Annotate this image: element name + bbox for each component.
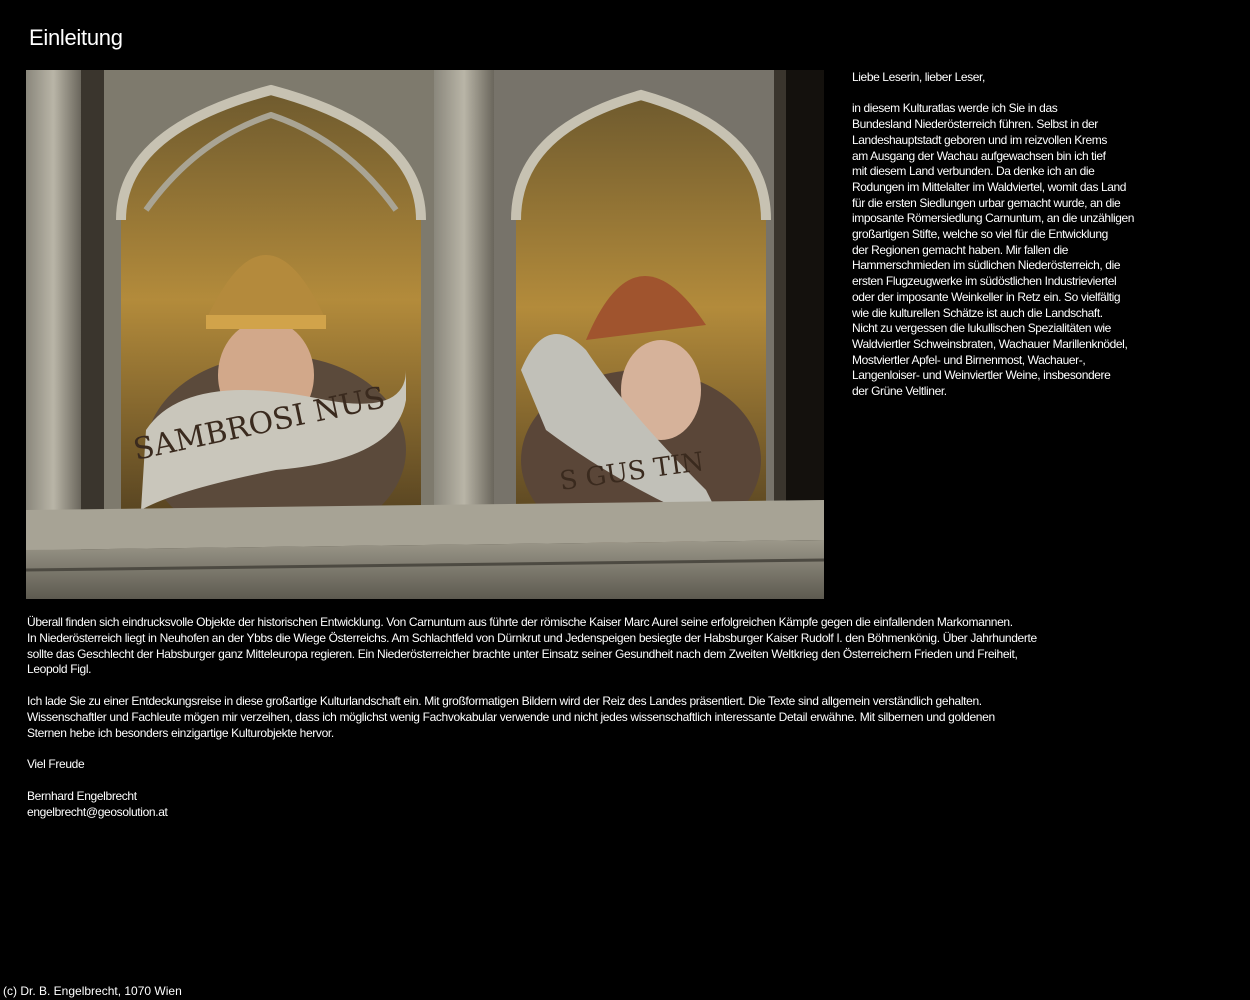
letter-line: Hammerschmieden im südlichen Niederösterreich, die — [852, 258, 1121, 273]
letter-line: Nicht zu vergessen die lukullischen Spezialitäten wie — [852, 321, 1111, 336]
paragraph-invitation — [27, 694, 1177, 741]
letter-line: der Regionen gemacht haben. Mir fallen die — [852, 242, 1069, 257]
letter-line: ersten Flugzeugwerke im südöstlichen Industrieviertel — [852, 274, 1117, 289]
scroll-right-text: S GUS TIN — [557, 447, 706, 497]
letter-line: Landeshauptstadt geboren und im reizvollen Krems — [852, 132, 1107, 147]
letter-line: Rodungen im Mittelalter im Waldviertel, womit das Land — [852, 179, 1127, 194]
text-line: sollte das Geschlecht der Habsburger ganz Mitteleuropa regieren. Ein Niederösterreicher brachte unter Einsatz seiner Gesundheit nach dem Zweiten Weltkrieg den Österreichern Frieden und Freiheit, — [27, 646, 1018, 661]
letter-line: oder der imposante Weinkeller in Retz ein. So vielfältig — [852, 289, 1121, 304]
main-text — [27, 615, 1177, 836]
letter-greeting: Liebe Leserin, lieber Leser, — [852, 70, 985, 84]
sculpture-photo — [26, 70, 824, 599]
page-title: Einleitung — [29, 25, 123, 50]
letter-line: Mostviertler Apfel- und Birnenmost, Wachauer-, — [852, 352, 1086, 367]
letter-line: Bundesland Niederösterreich führen. Selbst in der — [852, 117, 1098, 132]
letter-line: am Ausgang der Wachau aufgewachsen bin ich tief — [852, 148, 1106, 163]
text-line: In Niederösterreich liegt in Neuhofen an der Ybbs die Wiege Österreichs. Am Schlachtfeld von Dürnkrut und Jedenspeigen besiegte der Habsburger Kaiser Rudolf I. den Böhmenkönig. Über Jahrhunderte — [27, 630, 1037, 645]
letter-line: großartigen Stifte, welche so viel für die Entwicklung — [852, 227, 1108, 242]
letter-line: Langenloiser- und Weinviertler Weine, insbesondere — [852, 368, 1111, 383]
letter-line: imposante Römersiedlung Carnuntum, an die unzähligen — [852, 211, 1135, 226]
letter-line: in diesem Kulturatlas werde ich Sie in das — [852, 101, 1058, 116]
text-line: Wissenschaftler und Fachleute mögen mir verzeihen, dass ich möglichst wenig Fachvokabular verwende und nicht jedes wissenschaftlich interessante Detail erwähne. Mit silbernen und goldenen — [27, 709, 995, 724]
closing: Viel Freude — [27, 757, 85, 772]
scroll-left-text: SAMBROSI NUS — [130, 380, 389, 468]
letter-line: der Grüne Veltliner. — [852, 384, 947, 399]
letter-line: mit diesem Land verbunden. Da denke ich an die — [852, 164, 1095, 179]
letter-line: wie die kulturellen Schätze ist auch die Landschaft. — [852, 305, 1103, 320]
letter-line: für die ersten Siedlungen urbar gemacht wurde, an die — [852, 195, 1121, 210]
text-line: Ich lade Sie zu einer Entdeckungsreise in diese großartige Kulturlandschaft ein. Mit großformatigen Bildern wird der Reiz des Landes präsentiert. Die Texte sind allgemein verständlich gehalten. — [27, 693, 982, 708]
text-line: Leopold Figl. — [27, 662, 92, 677]
letter-text — [852, 101, 1182, 399]
copyright: (c) Dr. B. Engelbrecht, 1070 Wien — [3, 984, 182, 998]
intro-letter — [852, 70, 1182, 400]
paragraph-history — [27, 615, 1177, 678]
signature — [27, 789, 1177, 821]
letter-line: Waldviertler Schweinsbraten, Wachauer Marillenknödel, — [852, 336, 1128, 351]
author-email: engelbrecht@geosolution.at — [27, 804, 168, 819]
text-line: Sternen hebe ich besonders einzigartige Kulturobjekte hervor. — [27, 725, 334, 740]
author-name: Bernhard Engelbrecht — [27, 788, 137, 803]
text-line: Überall finden sich eindrucksvolle Objekte der historischen Entwicklung. Von Carnuntum aus führte der römische Kaiser Marc Aurel seine erfolgreichen Kämpfe gegen die einfallenden Markomannen. — [27, 615, 1013, 629]
